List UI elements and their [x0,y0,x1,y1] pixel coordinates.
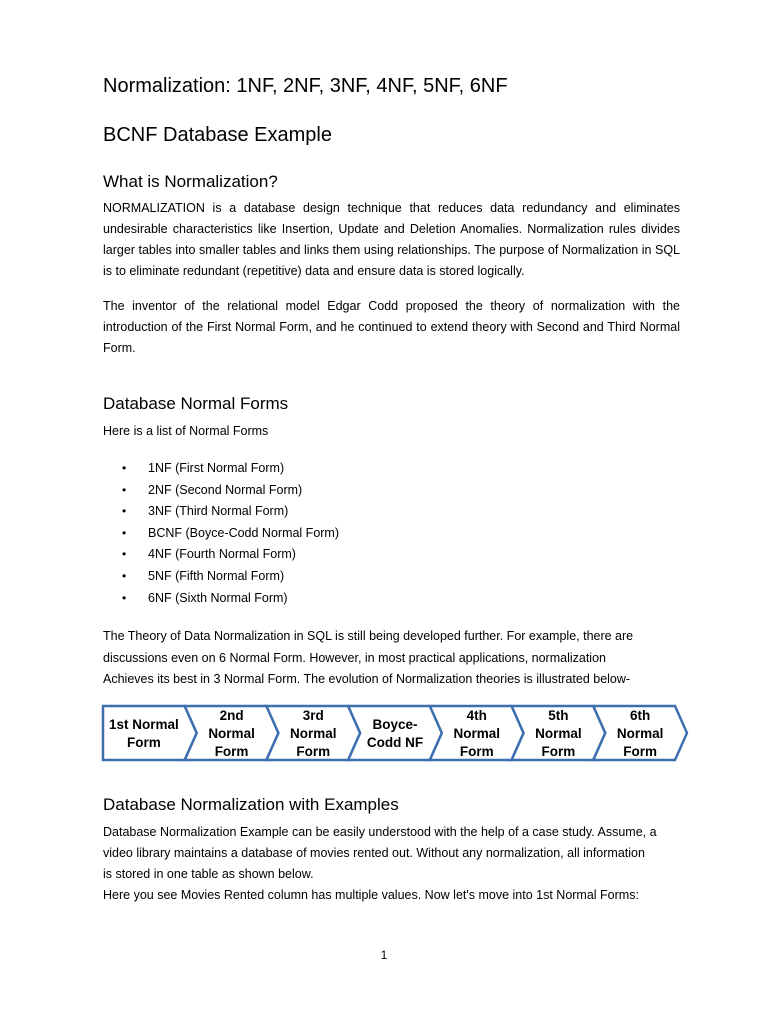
chevron-step-label: Form [623,744,658,759]
bullet-icon: • [122,547,127,562]
bullet-icon: • [122,568,127,583]
normal-forms-list [122,458,339,609]
theory-text-line-1: The Theory of Data Normalization in SQL is still being developed further. For example, there are [103,629,634,643]
bullet-icon: • [122,504,127,519]
chevron-step-label: Form [214,744,249,759]
list-item: • 3NF (Third Normal Form) [122,501,339,523]
section-heading-normal-forms: Database Normal Forms [103,394,289,413]
chevron-step-1 [103,706,197,760]
chevron-step-label: 1st Normal [108,717,179,732]
chevron-step-label: Normal [453,726,500,741]
chevron-step-label: Boyce- [372,717,418,732]
chevron-step-label: Normal [208,726,255,741]
page-subtitle: BCNF Database Example [103,124,332,146]
list-item: • 4NF (Fourth Normal Form) [122,544,339,566]
page-number: 1 [380,948,388,962]
normal-forms-intro: Here is a list of Normal Forms [103,424,269,438]
chevron-step-label: 6th [630,708,651,723]
chevron-step-label: Form [541,744,576,759]
normalization-evolution-diagram [100,702,690,764]
evolution-chevron-svg [100,702,690,764]
chevron-step-label: Normal [290,726,337,741]
chevron-step-label: 3rd [302,708,324,723]
paragraph-definition: NORMALIZATION is a database design technique that reduces data redundancy and eliminates undesirable characteristics like Insertion, Update and Deletion Anomalies. Normalization rules divides larger tables into smaller tables and links them using relationships. The purpose of Normalization in SQL is to eliminate redundant (repetitive) data and ensure data is stored logically. [103,201,680,278]
bullet-icon: • [122,482,127,497]
paragraph-inventor: The inventor of the relational model Edgar Codd proposed the theory of normalization with the introduction of the First Normal Form, and he continued to extend theory with Second and Third Normal Form. [103,299,680,355]
page-title: Normalization: 1NF, 2NF, 3NF, 4NF, 5NF, 6NF [103,75,508,97]
list-item: • 6NF (Sixth Normal Form) [122,588,339,610]
bullet-icon: • [122,590,127,605]
list-item: • 5NF (Fifth Normal Form) [122,566,339,588]
chevron-step-label: Form [459,744,494,759]
section-heading-examples: Database Normalization with Examples [103,795,399,814]
bullet-icon: • [122,461,127,475]
examples-text-line-4: Here you see Movies Rented column has multiple values. Now let's move into 1st Normal Forms: [103,888,639,902]
list-item: • 2NF (Second Normal Form) [122,480,339,502]
chevron-step-label: Form [126,735,161,750]
theory-text-line-2: discussions even on 6 Normal Form. However, in most practical applications, normalization [103,651,606,665]
section-heading-what-is-normalization: What is Normalization? [103,172,278,191]
bullet-icon: • [122,525,127,540]
list-item: • 1NF (First Normal Form) [122,458,339,480]
list-item: • BCNF (Boyce-Codd Normal Form) [122,523,339,545]
examples-text-line-1: Database Normalization Example can be easily understood with the help of a case study. Assume, a [103,825,657,839]
chevron-step-4 [348,706,442,760]
chevron-step-label: Form [296,744,331,759]
examples-text-line-3: is stored in one table as shown below. [103,867,314,881]
chevron-step-label: Codd NF [366,735,424,750]
theory-text-line-3: Achieves its best in 3 Normal Form. The evolution of Normalization theories is illustrated below- [103,672,631,686]
chevron-step-label: Normal [535,726,582,741]
examples-text-line-2: video library maintains a database of movies rented out. Without any normalization, all information [103,846,645,860]
chevron-step-label: 5th [548,708,569,723]
chevron-step-label: 2nd [219,708,244,723]
chevron-step-label: Normal [616,726,664,741]
chevron-step-label: 4th [466,708,487,723]
